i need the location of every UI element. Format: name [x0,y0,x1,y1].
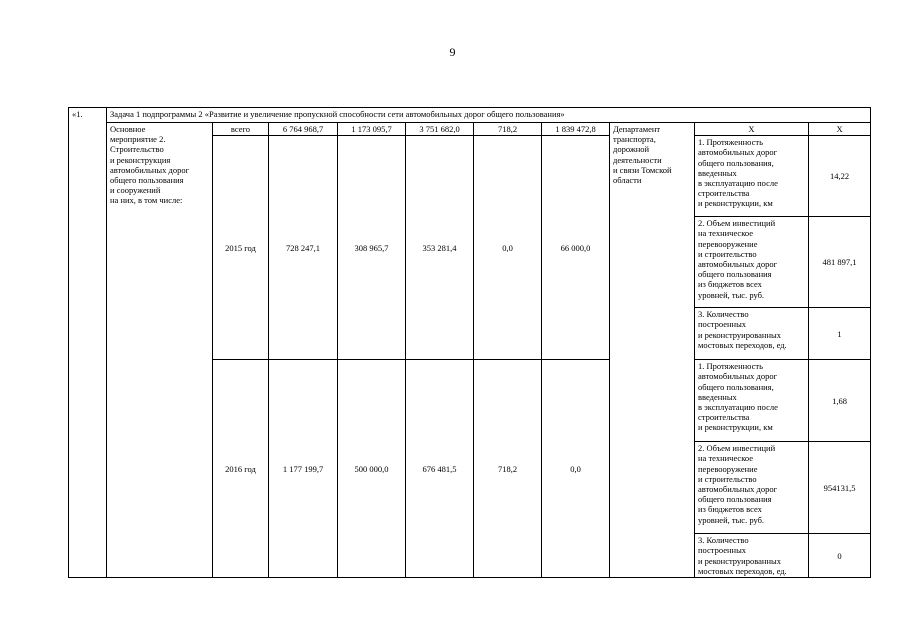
indicator-value: 1 [809,308,871,360]
indicator-value: 1,68 [809,360,871,442]
indicator-text: 2. Объем инвестиций на техническое перевооружение и строительство автомобильных дорог общего пользования из бюджетов всех уровней, тыс. руб. [695,217,809,308]
year-2015-value-5: 66 000,0 [542,136,610,360]
total-value-4: 718,2 [474,123,542,136]
year-2016-value-4: 718,2 [474,360,542,578]
page-number: 9 [449,45,456,59]
indicator-text: 2. Объем инвестиций на техническое перевооружение и строительство автомобильных дорог общего пользования из бюджетов всех уровней, тыс. руб. [695,442,809,534]
program-table [68,107,871,578]
total-indicator: X [695,123,809,136]
indicator-text: 1. Протяженность автомобильных дорог общего пользования, введенных в эксплуатацию после строительства и реконструкции, км [695,136,809,217]
indicator-value: 0 [809,534,871,578]
indicator-text: 3. Количество построенных и реконструированных мостовых переходов, ед. [695,534,809,578]
indicator-value: 481 897,1 [809,217,871,308]
year-2015-value-3: 353 281,4 [406,136,474,360]
year-2016-value-5: 0,0 [542,360,610,578]
total-value-1: 6 764 968,7 [269,123,338,136]
indicator-value: 14,22 [809,136,871,217]
indicator-text: 3. Количество построенных и реконструированных мостовых переходов, ед. [695,308,809,360]
total-period: всего [213,123,269,136]
row-number: «1. [69,108,107,578]
total-value-5: 1 839 472,8 [542,123,610,136]
year-2015-value-1: 728 247,1 [269,136,338,360]
year-2016-value-3: 676 481,5 [406,360,474,578]
total-value-3: 3 751 682,0 [406,123,474,136]
year-2016-value-2: 500 000,0 [338,360,406,578]
indicator-value: 954131,5 [809,442,871,534]
year-2016-period: 2016 год [213,360,269,578]
activity-name: Основное мероприятие 2. Строительство и реконструкция автомобильных дорог общего пользования и сооружений на них, в том числе: [107,123,213,578]
year-2015-value-2: 308 965,7 [338,136,406,360]
total-row [69,123,871,136]
executor: Департамент транспорта, дорожной деятельности и связи Томской области [610,123,695,578]
task-title: Задача 1 подпрограммы 2 «Развитие и увеличение пропускной способности сети автомобильных дорог общего пользования» [107,108,871,123]
total-indicator-value: X [809,123,871,136]
year-2015-period: 2015 год [213,136,269,360]
year-2016-value-1: 1 177 199,7 [269,360,338,578]
total-value-2: 1 173 095,7 [338,123,406,136]
task-title-row [69,108,871,123]
year-2015-value-4: 0,0 [474,136,542,360]
indicator-text: 1. Протяженность автомобильных дорог общего пользования, введенных в эксплуатацию после строительства и реконструкции, км [695,360,809,442]
